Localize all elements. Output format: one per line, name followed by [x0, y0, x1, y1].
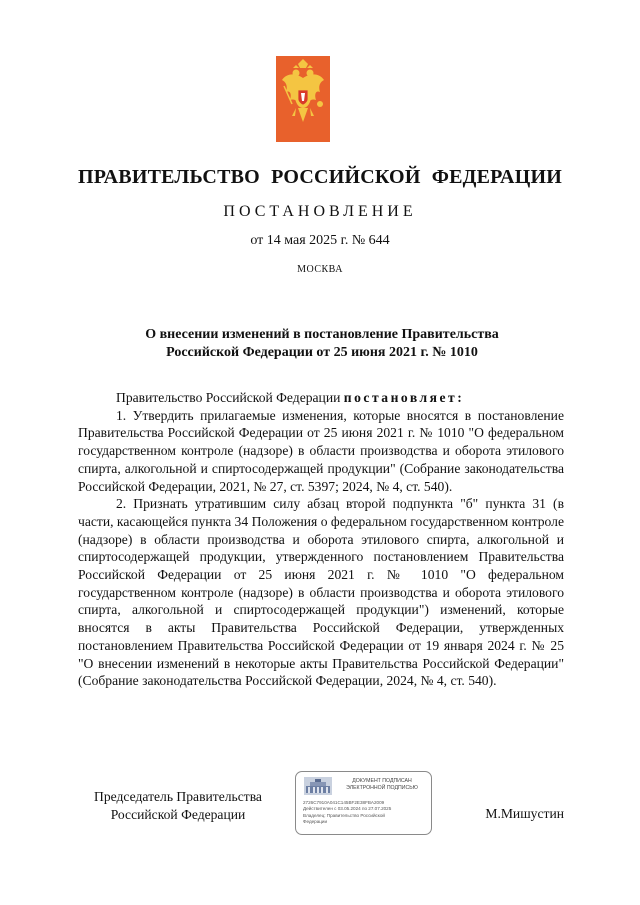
- heading-line-1: О внесении изменений в постановление Правительства: [145, 327, 499, 342]
- heading-line-2: Российской Федерации от 25 июня 2021 г. № 1010: [166, 345, 478, 360]
- stamp-heading: [336, 778, 428, 792]
- stamp-certificate: 2726C7910A041C145BF2E38FBA2009: [303, 800, 385, 805]
- signatory-position-line-1: Председатель Правительства: [94, 789, 262, 804]
- document-body: [78, 389, 564, 690]
- stamp-owner-line-2: Федерации: [303, 818, 328, 824]
- stamp-heading-line-1: ДОКУМЕНТ ПОДПИСАН: [352, 778, 412, 784]
- decree-verb: постановляет:: [343, 390, 465, 405]
- stamp-validity: Действителен с 03.05.2024 по 27.07.2025: [303, 806, 392, 812]
- intro-paragraph: [78, 389, 564, 407]
- paragraph-item-2: 2. Признать утратившим силу абзац второй подпункта "б" пункта 31 (в части, касающейся пункта 34 Положения о федеральном государственном контроле (надзоре) в области производства и оборота этилового спирта, алкогольной и спиртосодержащей продукции, утвержденного постановлением Правительства Российской Федерации от 25 июня 2021 г. № 1010 "О федеральном государственном контроле (надзоре) в области производства и оборота этилового спирта, алкогольной и спиртосодержащей продукции") изменений, которые вносятся в акты Правительства Российской Федерации, утвержденных постановлением Правительства Российской Федерации от 19 января 2024 г. № 25 "О внесении изменений в некоторые акты Правительства Российской Федерации" (Собрание законодательства Российской Федерации, 2024, № 4, ст. 540).: [78, 496, 564, 689]
- electronic-signature-stamp: [295, 771, 432, 835]
- stamp-details: [303, 800, 428, 825]
- stamp-heading-line-2: ЭЛЕКТРОННОЙ ПОДПИСЬЮ: [346, 785, 418, 791]
- paragraph-item-1: 1. Утвердить прилагаемые изменения, которые вносятся в постановление Правительства Российской Федерации от 25 июня 2021 г. № 1010 "О федеральном государственном контроле (надзоре) в области производства и оборота этилового спирта, алкогольной и спиртосодержащей продукции" (Собрание законодательства Российской Федерации, 2021, № 27, ст. 5397; 2024, № 4, ст. 540).: [78, 407, 564, 494]
- document-date-number: от 14 мая 2025 г. № 644: [250, 233, 390, 248]
- signatory-position-line-2: Российской Федерации: [110, 806, 246, 822]
- document-heading: [80, 326, 564, 362]
- stamp-owner-line-1: Владелец: Правительство Российской: [303, 812, 385, 818]
- government-building-icon: [304, 777, 332, 795]
- document-type: ПОСТАНОВЛЕНИЕ: [223, 203, 417, 220]
- intro-text: Правительство Российской Федерации: [116, 390, 344, 405]
- double-headed-eagle-icon: [276, 56, 330, 142]
- government-title: ПРАВИТЕЛЬСТВО РОССИЙСКОЙ ФЕДЕРАЦИИ: [78, 166, 562, 188]
- city-name: МОСКВА: [297, 264, 343, 275]
- signatory-name: М.Мишустин: [485, 806, 564, 821]
- signatory-position: [78, 788, 278, 823]
- coat-of-arms-emblem: [276, 56, 330, 142]
